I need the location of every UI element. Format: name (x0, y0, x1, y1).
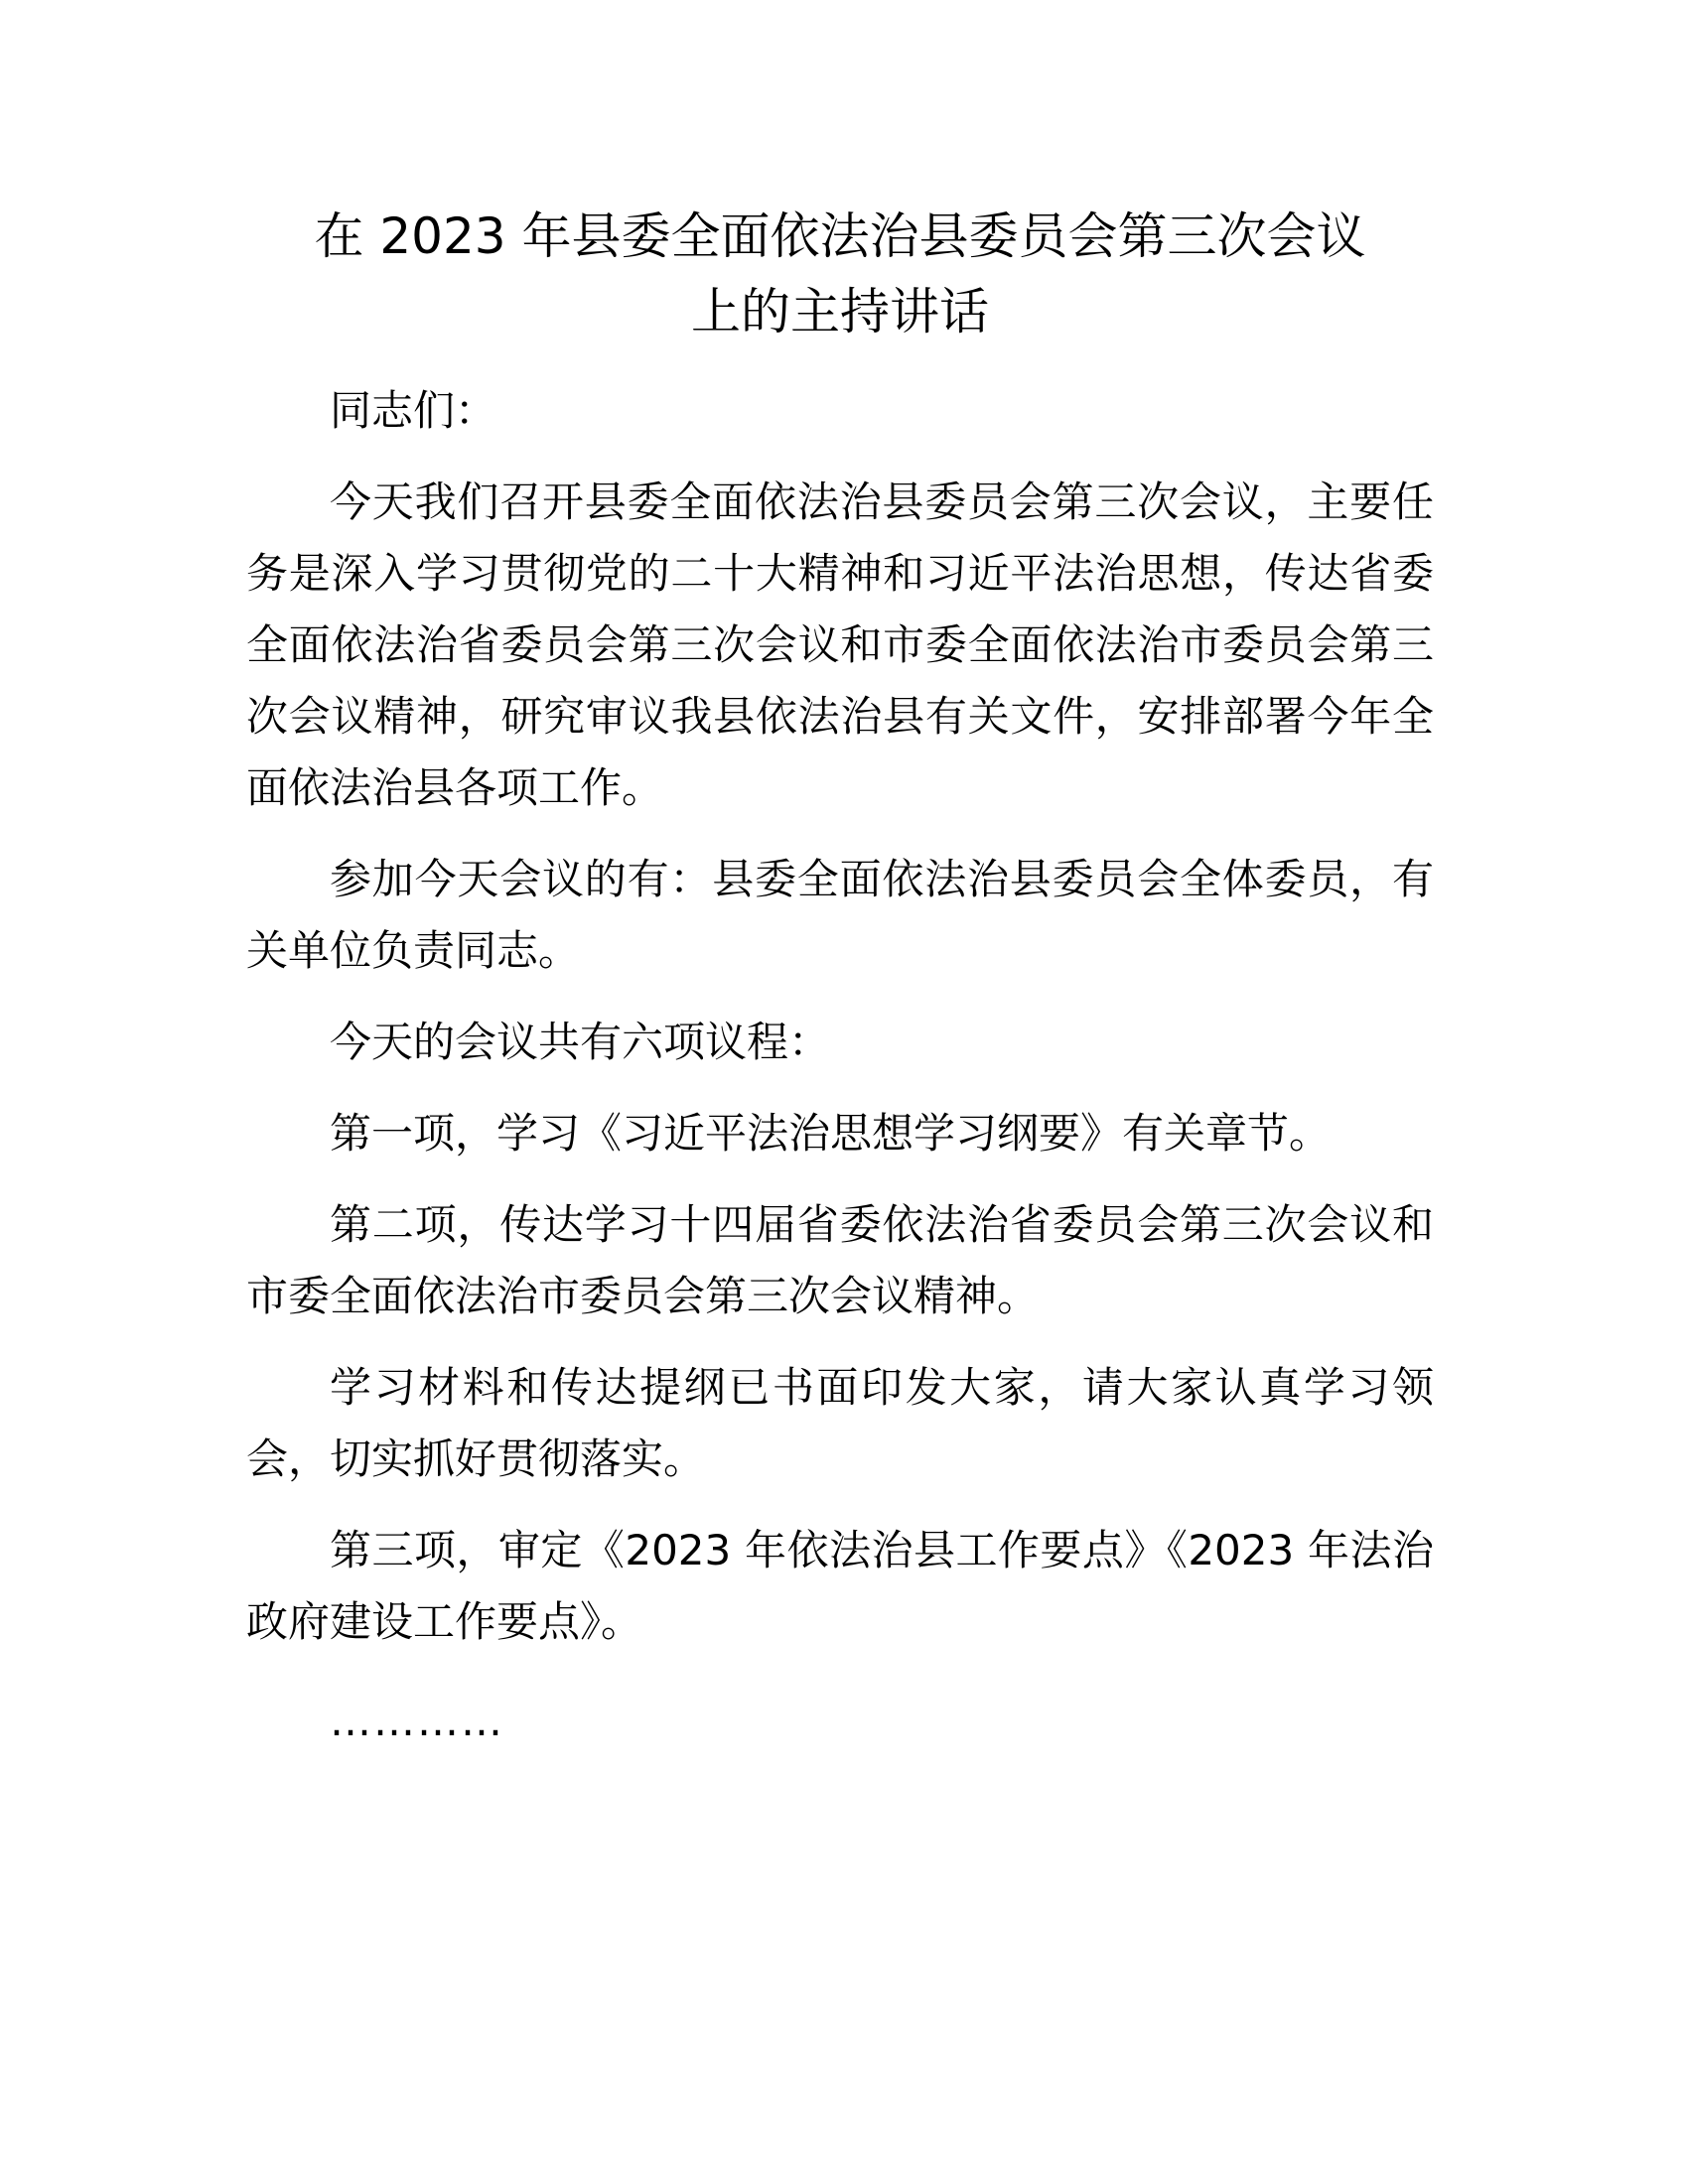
paragraph-agenda-item-2: 第二项，传达学习十四届省委依法治省委员会第三次会议和市委全面依法治市委员会第三次会议精神。 (246, 1200, 1434, 1320)
greeting: 同志们： (330, 386, 497, 435)
paragraph-agenda-intro: 今天的会议共有六项议程： (330, 1018, 831, 1066)
document-title (246, 199, 1434, 349)
continuation-ellipsis: ………… (330, 1697, 504, 1745)
paragraph-opening: 今天我们召开县委全面依法治县委员会第三次会议，主要任务是深入学习贯彻党的二十大精神和习近平法治思想，传达省委全面依法治省委员会第三次会议和市委全面依法治市委员会第三次会议精神，研究审议我县依法治县有关文件，安排部署今年全面依法治县各项工作。 (246, 478, 1434, 812)
paragraph-agenda-item-1: 第一项，学习《习近平法治思想学习纲要》有关章节。 (330, 1109, 1332, 1158)
paragraph-agenda-item-3: 第三项，审定《2023 年依法治县工作要点》《2023 年法治政府建设工作要点》。 (246, 1526, 1434, 1646)
title-line-1: 在 2023 年县委全面依法治县委员会第三次会议 (314, 207, 1366, 265)
paragraph-attendees: 参加今天会议的有：县委全面依法治县委员会全体委员，有关单位负责同志。 (246, 855, 1434, 975)
title-line-2: 上的主持讲话 (691, 283, 989, 341)
document-page (246, 199, 1434, 1757)
paragraph-materials-note: 学习材料和传达提纲已书面印发大家，请大家认真学习领会，切实抓好贯彻落实。 (246, 1363, 1434, 1483)
